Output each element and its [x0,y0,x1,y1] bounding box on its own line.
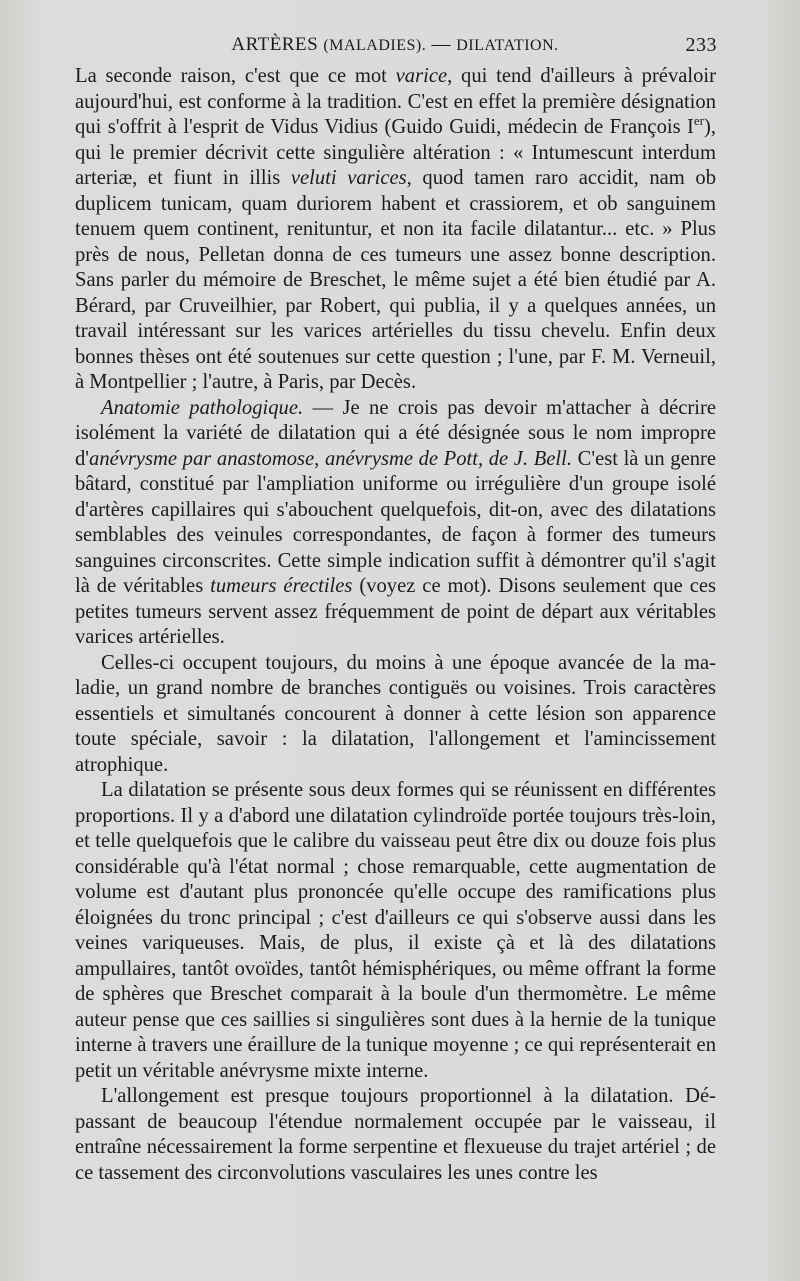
text-run: C'est là un genre bâtard, constitué par l'ampliation uniforme ou irrégulière d'un groupe isolé d'artères capillaires qui s'abouchent quelquefois, dit-on, avec des dilatations semblables des veinules correspondantes, de façon à former des tumeurs sanguines circonscrites. Cette simple indication suffit à démontrer qu'il s'agit là de véritables [75,447,717,597]
text-run: La seconde raison, c'est que ce mot [75,65,396,87]
italic-text: Anatomie pathologique. [101,396,304,419]
text-run: , [477,447,489,470]
text-run: (voyez ce mot). Disons seulement que ces petites tumeurs servent assez fréquemment de point de départ aux véritables varices artérielles. [75,575,716,648]
italic-text: tumeurs érectiles [210,575,353,597]
paragraph [75,651,716,779]
text-run: , qui tend d'ailleurs à prévaloir aujourd'hui, est conforme à la tradition. C'est en effet la première désignation qui s'offrit à l'esprit de Vidus Vidius (Guido Guidi, médecin de François I [75,65,716,138]
paragraph [75,778,716,1084]
header-section: DILATATION. [456,37,559,54]
italic-text: veluti varices [290,167,407,189]
italic-text: varice [395,65,448,87]
text-run: , quod tamen raro accidit, nam ob duplicem tunicam, quam duriorem habent et crassiorem, et ob sanguinem tenuem quem continent, renituntur, et non ita facile dilatantur... etc. » Plus près de nous, Pelletan donna de ces tumeurs une assez bonne description. Sans parler du mémoire de Breschet, le même sujet a été bien étudié par A. Bérard, par Cruveilhier, par Robert, qui publia, il y a quelques années, un travail intéressant sur les varices artérielles du tissu chevelu. Enfin deux bonnes thèses ont été soutenues sur cette question ; l'une, par F. M. Verneuil, à Montpellier ; l'autre, à Paris, par Decès. [75,167,716,393]
paragraph [75,1084,716,1186]
paragraph [75,396,716,651]
text-run: , [314,447,325,470]
text-run: La dilatation se présente sous deux formes qui se réunissent en différentes proportions. Il y a d'abord une dilatation cylindroïde portée toujours très-loin, et telle quelquefois que le calibre du vaisseau peut être dix ou douze fois plus considérable qu'à l'état normal ; chose remarquable, cette augmentation de volume est d'autant plus prononcée qu'elle occupe des ramifications plus éloignées du tronc principal ; c'est d'ailleurs ce qui s'observe aussi dans les veines variqueuses. Mais, de plus, il existe çà et là des dilatations ampullaires, tantôt ovoïdes, tantôt hémisphériques, ou même offrant la forme de sphères que Breschet comparait à la boule d'un thermomètre. Le même auteur pense que ces saillies si singulières sont dues à la hernie de la tunique interne à travers une éraillure de la tunique moyenne ; ce qui représenterait en petit un véritable anévrysme mixte interne. [75,779,716,1082]
header-title-main: ARTÈRES [231,34,319,55]
italic-text: de J. Bell. [488,447,573,470]
body-text [75,64,716,1186]
italic-text: anévrysme de Pott [324,447,478,470]
page-number: 233 [685,34,717,56]
italic-text: anévrysme par anastomose [89,447,315,470]
header-dash: — [431,34,451,55]
text-run: — Je ne crois pas devoir m'attacher à décrire isolément la variété de dilatation qui a été désignée sous le nom impropre d' [75,396,716,470]
header-title-sub: (MALADIES). [323,37,427,54]
running-header [75,34,715,58]
text-run: ), qui le premier décrivit cette singulière altération : « Intumescunt interdum arteriæ, et fiunt in illis [75,116,716,189]
text-run: Celles-ci occupent toujours, du moins à une époque avancée de la maladie, un grand nombre de branches contiguës ou voisines. Trois caractères essentiels et simultanés concourent à donner à cette lésion son apparence toute spéciale, savoir : la dilatation, l'allongement et l'amincissement atrophique. [75,651,716,776]
superscript-text: er [693,113,704,129]
text-run: L'allongement est presque toujours proportionnel à la dilatation. Dépassant de beaucoup l'étendue normalement occupée par le vaisseau, il entraîne nécessairement la forme serpentine et flexueuse du trajet artériel ; de ce tassement des circonvolutions vasculaires les unes contre les [75,1085,716,1184]
header-title [75,34,715,56]
paragraph [75,64,716,396]
